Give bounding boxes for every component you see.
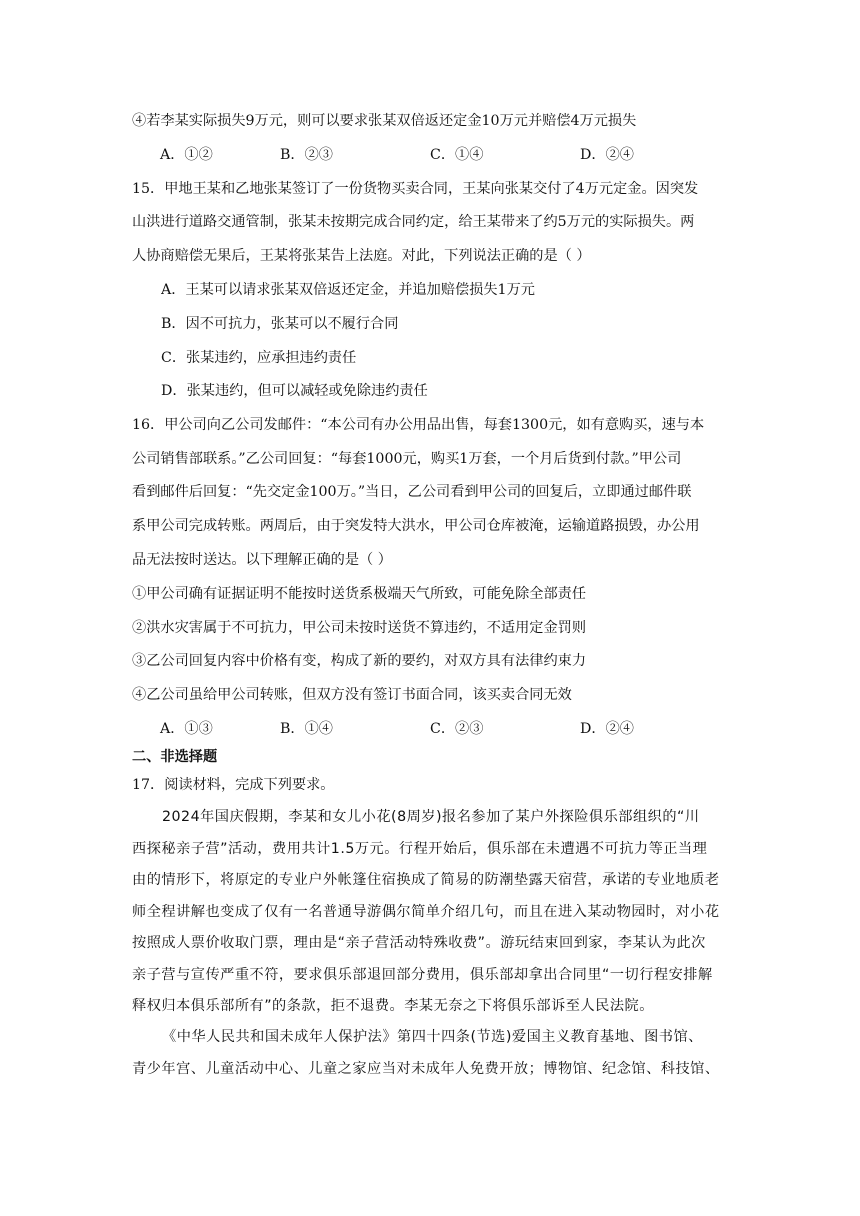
q15-option-d: D．张某违约，但可以减轻或免除违约责任 bbox=[161, 383, 428, 399]
q14-options bbox=[160, 145, 720, 165]
q15-option-b: B．因不可抗力，张某可以不履行合同 bbox=[161, 316, 399, 332]
q16-option-a: A．①③ bbox=[160, 721, 213, 737]
q16-item-4: ④乙公司虽给甲公司转账，但双方没有签订书面合同，该买卖合同无效 bbox=[132, 687, 572, 703]
q16-stem-line: 公司销售部联系。”乙公司回复：“每套1000元，购买1万套，一个月后货到付款。”甲公司 bbox=[132, 451, 682, 467]
paragraph-line: 西探秘亲子营”活动，费用共计1.5万元。行程开始后，俱乐部在未遭遇不可抗力等正当理 bbox=[132, 840, 708, 857]
paragraph-line: 《中华人民共和国未成年人保护法》第四十四条(节选)爱国主义教育基地、图书馆、 bbox=[162, 1029, 703, 1045]
q16-stem-line: 16．甲公司向乙公司发邮件：“本公司有办公用品出售，每套1300元，如有意购买，速与本 bbox=[132, 417, 705, 433]
q16-item-2: ②洪水灾害属于不可抗力，甲公司未按时送货不算违约，不适用定金罚则 bbox=[132, 620, 587, 636]
q16-stem-line: 看到邮件后回复：“先交定金100万。”当日，乙公司看到甲公司的回复后，立即通过邮件联 bbox=[132, 484, 692, 500]
q14-option-a: A．①② bbox=[160, 147, 213, 163]
q14-option-c: C．①④ bbox=[430, 147, 484, 163]
q14-option-d: D．②④ bbox=[580, 147, 634, 163]
material-paragraph-2 bbox=[132, 1022, 744, 1085]
q14-option-b: B．②③ bbox=[280, 147, 333, 163]
q17-stem: 17．阅读材料，完成下列要求。 bbox=[132, 777, 335, 793]
q15-stem-line: 15．甲地王某和乙地张某签订了一份货物买卖合同，王某向张某交付了4万元定金。因突发 bbox=[132, 181, 699, 197]
paragraph-line: 青少年宫、儿童活动中心、儿童之家应当对未成年人免费开放；博物馆、纪念馆、科技馆、 bbox=[132, 1060, 720, 1077]
q16-stem-line: 系甲公司完成转账。两周后，由于突发特大洪水，甲公司仓库被淹，运输道路损毁，办公用 bbox=[132, 518, 700, 534]
q16-stem-line: 品无法按时送达。以下理解正确的是（ ） bbox=[132, 552, 392, 568]
q15-option-c: C．张某违约，应承担违约责任 bbox=[161, 350, 357, 366]
section-heading: 二、非选择题 bbox=[132, 749, 218, 765]
material-paragraph-1 bbox=[132, 802, 744, 1023]
q16-option-d: D．②④ bbox=[580, 721, 634, 737]
q16-option-c: C．②③ bbox=[430, 721, 484, 737]
paragraph-line: 由的情形下，将原定的专业户外帐篷住宿换成了简易的防潮垫露天宿营，承诺的专业地质老 bbox=[132, 872, 720, 888]
paragraph-line: 师全程讲解也变成了仅有一名普通导游偶尔简单介绍几句，而且在进入某动物园时，对小花 bbox=[132, 903, 720, 920]
q16-option-b: B．①④ bbox=[280, 721, 333, 737]
paragraph-line: 2024年国庆假期，李某和女儿小花(8周岁)报名参加了某户外探险俱乐部组织的“川 bbox=[162, 809, 700, 825]
q15-stem-line: 人协商赔偿无果后，王某将张某告上法庭。对此，下列说法正确的是（ ） bbox=[132, 248, 591, 264]
q15-stem-line: 山洪进行道路交通管制，张某未按期完成合同约定，给王某带来了约5万元的实际损失。两 bbox=[132, 214, 695, 230]
q16-item-1: ①甲公司确有证据证明不能按时送货系极端天气所致，可能免除全部责任 bbox=[132, 586, 587, 602]
q14-item-4: ④若李某实际损失9万元，则可以要求张某双倍返还定金10万元并赔偿4万元损失 bbox=[132, 113, 637, 129]
q16-options bbox=[160, 719, 720, 739]
paragraph-line: 按照成人票价收取门票，理由是“亲子营活动特殊收费”。游玩结束回到家，李某认为此次 bbox=[132, 935, 706, 951]
q16-item-3: ③乙公司回复内容中价格有变，构成了新的要约，对双方具有法律约束力 bbox=[132, 653, 587, 669]
paragraph-line: 亲子营与宣传严重不符，要求俱乐部退回部分费用，俱乐部却拿出合同里“一切行程安排解 bbox=[132, 966, 713, 983]
paragraph-line: 释权归本俱乐部所有”的条款，拒不退费。李某无奈之下将俱乐部诉至人民法院。 bbox=[132, 998, 654, 1014]
q15-option-a: A．王某可以请求张某双倍返还定金，并追加赔偿损失1万元 bbox=[161, 282, 535, 298]
